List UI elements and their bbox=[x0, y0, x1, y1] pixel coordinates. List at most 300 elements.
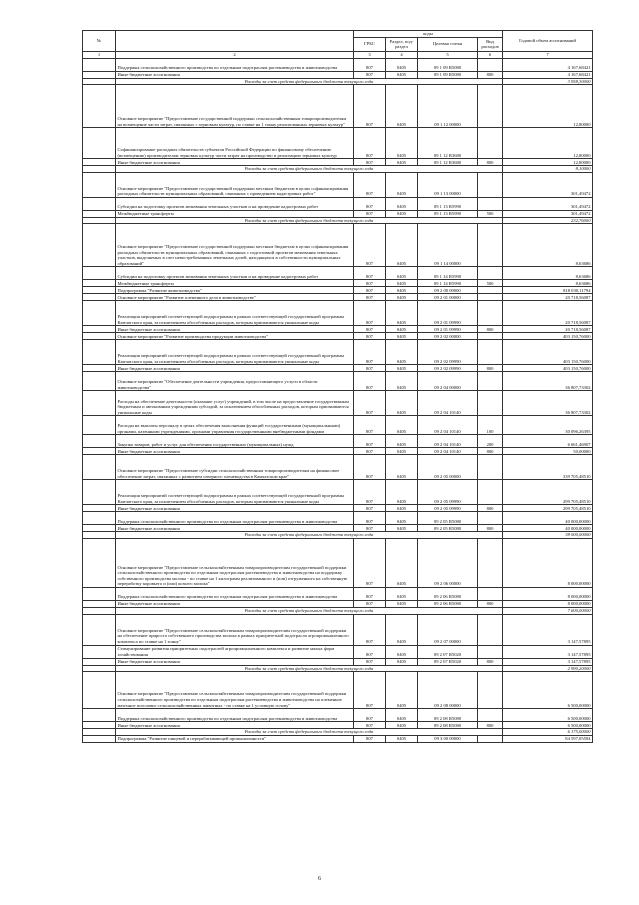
row-grbs: 807 bbox=[354, 267, 386, 280]
row-grbs: 807 bbox=[354, 294, 386, 301]
row-vid: 800 bbox=[478, 448, 503, 455]
row-name: Подпрограмма "Развитие пищевой и перерабатывающей промышленности" bbox=[116, 735, 354, 742]
row-name: Основное мероприятие "Развитие племенного дела в животноводстве" bbox=[116, 294, 354, 301]
table-row bbox=[83, 512, 593, 525]
row-name: Иные бюджетные ассигнования bbox=[116, 722, 354, 729]
row-num bbox=[83, 287, 116, 294]
row-name: Иные бюджетные ассигнования bbox=[116, 525, 354, 532]
row-num bbox=[83, 210, 116, 217]
row-vid bbox=[478, 391, 503, 416]
budget-table bbox=[82, 30, 593, 743]
row-num bbox=[83, 672, 116, 709]
row-amount: 40 000,00000 bbox=[503, 512, 593, 525]
row-num bbox=[83, 78, 116, 85]
row-amount: 36 807,73302 bbox=[503, 391, 593, 416]
row-vid bbox=[478, 735, 503, 742]
table-row bbox=[83, 326, 593, 333]
row-num bbox=[83, 172, 116, 197]
row-num bbox=[83, 614, 116, 645]
row-razdel: 0405 bbox=[386, 448, 418, 455]
row-target: 09 2 04 10140 bbox=[418, 448, 478, 455]
row-amount: 8,63686 bbox=[503, 267, 593, 280]
budget-table-sheet bbox=[82, 30, 592, 743]
row-target: 09 2 07 R5020 bbox=[418, 658, 478, 665]
row-grbs: 807 bbox=[354, 172, 386, 197]
row-amount: 30 096,26395 bbox=[503, 416, 593, 435]
row-vid bbox=[478, 58, 503, 71]
row-vid bbox=[478, 172, 503, 197]
row-num bbox=[83, 455, 116, 480]
row-target: 09 2 04 10140 bbox=[418, 416, 478, 435]
row-razdel: 0405 bbox=[386, 287, 418, 294]
funds-label: Расходы за счет средств федерального бюджета текущего года bbox=[116, 665, 503, 672]
table-row bbox=[83, 525, 593, 532]
row-amount: 84 597,05584 bbox=[503, 735, 593, 742]
row-vid bbox=[478, 455, 503, 480]
row-num bbox=[83, 645, 116, 658]
row-razdel: 0405 bbox=[386, 85, 418, 128]
header-number: 5 bbox=[418, 51, 478, 58]
row-target: 09 2 06 R5080 bbox=[418, 587, 478, 600]
row-razdel: 0405 bbox=[386, 416, 418, 435]
row-amount: 6 500,00000 bbox=[503, 672, 593, 709]
table-row bbox=[83, 672, 593, 709]
funds-amount: 38 000,00000 bbox=[503, 532, 593, 539]
row-name: Расходы на обеспечение деятельности (оказание услуг) учреждений, в том числе на предоставление государственным бюджетным и автономным учреждениям субсидий, за исключением обособленных расходов, которым присваиваются уникальные коды bbox=[116, 391, 354, 416]
row-grbs: 807 bbox=[354, 722, 386, 729]
table-row bbox=[83, 365, 593, 372]
row-grbs: 807 bbox=[354, 658, 386, 665]
row-grbs: 807 bbox=[354, 391, 386, 416]
funds-row bbox=[83, 729, 593, 736]
header-number: 1 bbox=[83, 51, 116, 58]
row-vid bbox=[478, 672, 503, 709]
row-num bbox=[83, 658, 116, 665]
header-amount: Годовой объем ассигнований bbox=[503, 31, 593, 52]
row-vid: 800 bbox=[478, 71, 503, 78]
funds-amount: 8,10000 bbox=[503, 166, 593, 173]
row-amount: 8 000,00000 bbox=[503, 538, 593, 587]
row-num bbox=[83, 197, 116, 210]
row-vid bbox=[478, 128, 503, 159]
row-num bbox=[83, 333, 116, 340]
row-num bbox=[83, 71, 116, 78]
row-vid bbox=[478, 587, 503, 600]
row-name: Иные бюджетные ассигнования bbox=[116, 326, 354, 333]
table-row bbox=[83, 267, 593, 280]
row-razdel: 0405 bbox=[386, 280, 418, 287]
row-grbs: 807 bbox=[354, 159, 386, 166]
row-amount: 818 030,11794 bbox=[503, 287, 593, 294]
table-row bbox=[83, 480, 593, 505]
row-razdel: 0405 bbox=[386, 58, 418, 71]
row-amount: 40 000,00000 bbox=[503, 525, 593, 532]
row-grbs: 807 bbox=[354, 326, 386, 333]
row-grbs: 807 bbox=[354, 512, 386, 525]
page-number: 6 bbox=[318, 876, 321, 882]
row-razdel: 0405 bbox=[386, 512, 418, 525]
row-vid: 800 bbox=[478, 365, 503, 372]
row-vid bbox=[478, 480, 503, 505]
header-name bbox=[116, 31, 354, 52]
row-grbs: 807 bbox=[354, 735, 386, 742]
table-row bbox=[83, 538, 593, 587]
row-razdel: 0405 bbox=[386, 435, 418, 448]
row-num bbox=[83, 665, 116, 672]
row-name: Софинансирование расходных обязательств субъектов Российской Федерации по финансовому обеспечению (возмещению) производителям зерновых культур части затрат на производство и реализацию зерновых культур bbox=[116, 128, 354, 159]
row-num bbox=[83, 512, 116, 525]
row-razdel: 0405 bbox=[386, 71, 418, 78]
table-row bbox=[83, 722, 593, 729]
row-name: Подпрограмма "Развитие животноводства" bbox=[116, 287, 354, 294]
row-grbs: 807 bbox=[354, 372, 386, 391]
row-name: Основное мероприятие "Предоставление сельскохозяйственным товаропроизводителям государственной поддержки на обеспечение прироста собственного производства молока в рамках приоритетной подотрасли агропромышленного комплекса по ставке на 1 тонну" bbox=[116, 614, 354, 645]
row-target: 09 3 00 00000 bbox=[418, 735, 478, 742]
row-vid: 500 bbox=[478, 210, 503, 217]
table-row bbox=[83, 645, 593, 658]
table-row bbox=[83, 172, 593, 197]
funds-row bbox=[83, 665, 593, 672]
row-vid: 500 bbox=[478, 280, 503, 287]
table-row bbox=[83, 709, 593, 722]
table-row bbox=[83, 301, 593, 326]
row-target: 09 1 13 R5990 bbox=[418, 197, 478, 210]
header-number-row bbox=[83, 51, 593, 58]
row-amount: 8,63686 bbox=[503, 224, 593, 267]
row-amount: 3 147,57895 bbox=[503, 645, 593, 658]
row-vid bbox=[478, 340, 503, 365]
table-row bbox=[83, 71, 593, 78]
table-row bbox=[83, 280, 593, 287]
row-num bbox=[83, 372, 116, 391]
row-vid bbox=[478, 301, 503, 326]
row-target: 09 2 06 00000 bbox=[418, 538, 478, 587]
row-grbs: 807 bbox=[354, 505, 386, 512]
row-razdel: 0405 bbox=[386, 326, 418, 333]
header-target: Целевая статья bbox=[418, 37, 478, 51]
row-amount: 12,80000 bbox=[503, 128, 593, 159]
row-num bbox=[83, 166, 116, 173]
row-amount: 299 705,48510 bbox=[503, 480, 593, 505]
row-amount: 301,49472 bbox=[503, 197, 593, 210]
row-name: Поддержка сельскохозяйственного производства по отдельным подотраслям растениеводства и животноводства bbox=[116, 709, 354, 722]
table-row bbox=[83, 333, 593, 340]
row-target: 09 2 07 00000 bbox=[418, 614, 478, 645]
row-amount: 4 167,68421 bbox=[503, 58, 593, 71]
row-target: 09 1 14 00000 bbox=[418, 224, 478, 267]
row-grbs: 807 bbox=[354, 455, 386, 480]
table-row bbox=[83, 448, 593, 455]
table-row bbox=[83, 600, 593, 607]
header-vid: Вид расходов bbox=[478, 37, 503, 51]
table-row bbox=[83, 372, 593, 391]
funds-label: Расходы за счет средств федерального бюджета текущего года bbox=[116, 532, 503, 539]
header-codes: коды bbox=[354, 31, 503, 38]
header-num: № bbox=[83, 31, 116, 52]
row-grbs: 807 bbox=[354, 645, 386, 658]
row-vid bbox=[478, 614, 503, 645]
row-razdel: 0405 bbox=[386, 301, 418, 326]
row-name: Реализация мероприятий соответствующей подпрограммы в рамках соответствующей государственной программы Камчатского края, за исключением обособленных расходов, которым присваиваются уникальные коды bbox=[116, 480, 354, 505]
row-amount: 12,80000 bbox=[503, 159, 593, 166]
row-razdel: 0405 bbox=[386, 365, 418, 372]
row-vid bbox=[478, 224, 503, 267]
row-grbs: 807 bbox=[354, 71, 386, 78]
row-grbs: 807 bbox=[354, 224, 386, 267]
row-num bbox=[83, 538, 116, 587]
row-num bbox=[83, 587, 116, 600]
row-num bbox=[83, 301, 116, 326]
row-amount: 403 150,76000 bbox=[503, 340, 593, 365]
row-target: 09 1 14 R5990 bbox=[418, 267, 478, 280]
row-amount: 20 718,56087 bbox=[503, 326, 593, 333]
funds-amount: 2 990,20000 bbox=[503, 665, 593, 672]
row-amount: 403 150,76000 bbox=[503, 333, 593, 340]
header-number: 3 bbox=[354, 51, 386, 58]
row-name: Реализация мероприятий соответствующей подпрограммы в рамках соответствующей государственной программы Камчатского края, за исключением обособленных расходов, которым присваиваются уникальные коды bbox=[116, 301, 354, 326]
row-vid: 800 bbox=[478, 159, 503, 166]
row-razdel: 0405 bbox=[386, 455, 418, 480]
row-grbs: 807 bbox=[354, 614, 386, 645]
row-target: 09 2 01 09990 bbox=[418, 301, 478, 326]
row-amount: 403 150,76000 bbox=[503, 365, 593, 372]
row-num bbox=[83, 280, 116, 287]
row-num bbox=[83, 480, 116, 505]
row-target: 09 2 04 10140 bbox=[418, 435, 478, 448]
row-name: Основное мероприятие "Обеспечение деятельности учреждения, предоставляющего услуги в области животноводства" bbox=[116, 372, 354, 391]
row-name: Субсидии на подготовку проектов межевания земельных участков и на проведение кадастровых работ bbox=[116, 197, 354, 210]
row-razdel: 0405 bbox=[386, 709, 418, 722]
table-row bbox=[83, 505, 593, 512]
row-vid: 800 bbox=[478, 722, 503, 729]
row-grbs: 807 bbox=[354, 85, 386, 128]
row-grbs: 807 bbox=[354, 58, 386, 71]
row-name: Закупка товаров, работ и услуг для обеспечения государственных (муниципальных) нужд bbox=[116, 435, 354, 448]
row-vid bbox=[478, 512, 503, 525]
row-grbs: 807 bbox=[354, 197, 386, 210]
row-target: 09 2 02 09990 bbox=[418, 365, 478, 372]
row-name: Стимулирование развития приоритетных подотраслей агропромышленного комплекса и развитие малых форм хозяйствования bbox=[116, 645, 354, 658]
funds-row bbox=[83, 217, 593, 224]
row-vid bbox=[478, 709, 503, 722]
row-vid bbox=[478, 372, 503, 391]
row-num bbox=[83, 224, 116, 267]
row-target: 09 2 06 R5080 bbox=[418, 600, 478, 607]
row-name: Иные бюджетные ассигнования bbox=[116, 505, 354, 512]
row-grbs: 807 bbox=[354, 587, 386, 600]
table-row bbox=[83, 435, 593, 448]
header-grbs: ГРБС bbox=[354, 37, 386, 51]
row-grbs: 807 bbox=[354, 525, 386, 532]
row-amount: 8 000,00000 bbox=[503, 600, 593, 607]
row-razdel: 0405 bbox=[386, 172, 418, 197]
row-amount: 12,80000 bbox=[503, 85, 593, 128]
row-razdel: 0405 bbox=[386, 600, 418, 607]
row-target: 09 2 08 00000 bbox=[418, 672, 478, 709]
row-num bbox=[83, 416, 116, 435]
row-target: 09 2 05 09990 bbox=[418, 505, 478, 512]
row-amount: 339 705,48510 bbox=[503, 455, 593, 480]
row-target: 09 1 14 R5990 bbox=[418, 280, 478, 287]
row-target: 09 2 05 R5080 bbox=[418, 512, 478, 525]
table-row bbox=[83, 658, 593, 665]
row-razdel: 0405 bbox=[386, 722, 418, 729]
row-grbs: 807 bbox=[354, 416, 386, 435]
row-target: 09 2 02 09990 bbox=[418, 340, 478, 365]
row-razdel: 0405 bbox=[386, 658, 418, 665]
row-razdel: 0405 bbox=[386, 645, 418, 658]
row-amount: 3 147,57895 bbox=[503, 658, 593, 665]
row-target: 09 2 07 R5020 bbox=[418, 645, 478, 658]
row-num bbox=[83, 532, 116, 539]
row-target: 09 1 09 R5080 bbox=[418, 71, 478, 78]
row-vid: 800 bbox=[478, 525, 503, 532]
row-vid: 200 bbox=[478, 435, 503, 448]
table-row bbox=[83, 587, 593, 600]
row-target: 09 1 13 00000 bbox=[418, 172, 478, 197]
row-target: 09 2 04 10140 bbox=[418, 391, 478, 416]
row-razdel: 0405 bbox=[386, 340, 418, 365]
header-razdel: Раздел, под-раздел bbox=[386, 37, 418, 51]
row-razdel: 0405 bbox=[386, 128, 418, 159]
row-name: Основное мероприятие "Предоставление государственной поддержки местным бюджетам в целях софинансирования расходных обязательств муниципальных образований, связанных с проведением кадастровых работ" bbox=[116, 172, 354, 197]
row-vid bbox=[478, 267, 503, 280]
row-amount: 8,63686 bbox=[503, 280, 593, 287]
row-name: Межбюджетные трансферты bbox=[116, 210, 354, 217]
row-razdel: 0405 bbox=[386, 735, 418, 742]
row-grbs: 807 bbox=[354, 333, 386, 340]
row-razdel: 0405 bbox=[386, 391, 418, 416]
row-razdel: 0405 bbox=[386, 505, 418, 512]
row-target: 09 1 09 R5080 bbox=[418, 58, 478, 71]
row-num bbox=[83, 326, 116, 333]
row-razdel: 0405 bbox=[386, 480, 418, 505]
row-razdel: 0405 bbox=[386, 525, 418, 532]
row-amount: 20 718,56087 bbox=[503, 294, 593, 301]
table-row bbox=[83, 58, 593, 71]
table-row bbox=[83, 159, 593, 166]
row-name: Основное мероприятие "Предоставление сельскохозяйственным товаропроизводителям государственной поддержки сельскохозяйственного производства по отдельным подотраслям растениеводства и животноводства на поддержку собственного производства молока - по ставке на 1 килограмм реализованного и (или) отгруженного на собственную переработку коровьего и (или) козьего молока" bbox=[116, 538, 354, 587]
row-grbs: 807 bbox=[354, 435, 386, 448]
row-razdel: 0405 bbox=[386, 372, 418, 391]
funds-row bbox=[83, 607, 593, 614]
row-vid bbox=[478, 85, 503, 128]
funds-amount: 232,76000 bbox=[503, 217, 593, 224]
row-name: Иные бюджетные ассигнования bbox=[116, 71, 354, 78]
funds-label: Расходы за счет средств федерального бюджета текущего года bbox=[116, 729, 503, 736]
funds-label: Расходы за счет средств федерального бюджета текущего года bbox=[116, 217, 503, 224]
row-vid: 800 bbox=[478, 600, 503, 607]
row-target: 09 1 12 00000 bbox=[418, 85, 478, 128]
row-num bbox=[83, 391, 116, 416]
header-number: 6 bbox=[478, 51, 503, 58]
table-row bbox=[83, 224, 593, 267]
row-num bbox=[83, 435, 116, 448]
row-num bbox=[83, 294, 116, 301]
row-name: Основное мероприятие "Предоставление государственной поддержки сельскохозяйственным товаропроизводителям на возмещение части затрат, связанных с зерновым культур, по ставке на 1 тонну реализованных зерновых культур" bbox=[116, 85, 354, 128]
row-name: Основное мероприятие "Предоставление субсидии сельскохозяйственным товаропроизводителям на финансовое обеспечение затрат, связанных с развитием северного оленеводства в Камчатском крае" bbox=[116, 455, 354, 480]
row-num bbox=[83, 709, 116, 722]
header-number: 7 bbox=[503, 51, 593, 58]
row-amount: 36 807,73302 bbox=[503, 372, 593, 391]
row-grbs: 807 bbox=[354, 280, 386, 287]
row-vid: 800 bbox=[478, 326, 503, 333]
funds-row bbox=[83, 78, 593, 85]
row-vid bbox=[478, 287, 503, 294]
row-name: Иные бюджетные ассигнования bbox=[116, 600, 354, 607]
row-num bbox=[83, 159, 116, 166]
row-amount: 6 661,46907 bbox=[503, 435, 593, 448]
row-razdel: 0405 bbox=[386, 294, 418, 301]
funds-amount: 6 175,00000 bbox=[503, 729, 593, 736]
row-vid bbox=[478, 197, 503, 210]
table-row bbox=[83, 197, 593, 210]
row-target: 09 2 08 R5080 bbox=[418, 709, 478, 722]
row-target: 09 2 01 09990 bbox=[418, 326, 478, 333]
table-row bbox=[83, 391, 593, 416]
row-name: Основное мероприятие "Предоставление сельскохозяйственным товаропроизводителям государственной поддержки сельскохозяйственного производства по отдельным подотраслям растениеводства и животноводства на племенное маточное поголовье сельскохозяйственных животных - по ставке на 1 условную голову" bbox=[116, 672, 354, 709]
row-num bbox=[83, 525, 116, 532]
row-grbs: 807 bbox=[354, 538, 386, 587]
row-grbs: 807 bbox=[354, 480, 386, 505]
row-amount: 299 705,48510 bbox=[503, 505, 593, 512]
row-name: Поддержка сельскохозяйственного производства по отдельным подотраслям растениеводства и животноводства bbox=[116, 512, 354, 525]
row-target: 09 2 04 00000 bbox=[418, 372, 478, 391]
row-vid bbox=[478, 645, 503, 658]
row-target: 09 1 13 R5990 bbox=[418, 210, 478, 217]
table-row bbox=[83, 735, 593, 742]
row-num bbox=[83, 505, 116, 512]
row-grbs: 807 bbox=[354, 210, 386, 217]
header-number: 4 bbox=[386, 51, 418, 58]
row-vid: 800 bbox=[478, 505, 503, 512]
row-grbs: 807 bbox=[354, 287, 386, 294]
row-vid: 100 bbox=[478, 416, 503, 435]
row-num bbox=[83, 365, 116, 372]
row-amount: 8 000,00000 bbox=[503, 587, 593, 600]
row-name: Иные бюджетные ассигнования bbox=[116, 365, 354, 372]
row-name: Основное мероприятие "Развитие производства продукции животноводства" bbox=[116, 333, 354, 340]
row-razdel: 0405 bbox=[386, 614, 418, 645]
table-row bbox=[83, 416, 593, 435]
row-amount: 6 500,00000 bbox=[503, 709, 593, 722]
row-name: Поддержка сельскохозяйственного производства по отдельным подотраслям растениеводства и животноводства bbox=[116, 58, 354, 71]
row-amount: 4 167,68421 bbox=[503, 71, 593, 78]
row-grbs: 807 bbox=[354, 709, 386, 722]
funds-row bbox=[83, 532, 593, 539]
row-razdel: 0405 bbox=[386, 587, 418, 600]
row-razdel: 0405 bbox=[386, 672, 418, 709]
row-num bbox=[83, 128, 116, 159]
row-num bbox=[83, 722, 116, 729]
row-num bbox=[83, 600, 116, 607]
row-amount: 6 500,00000 bbox=[503, 722, 593, 729]
table-row bbox=[83, 85, 593, 128]
row-amount: 3 147,57895 bbox=[503, 614, 593, 645]
funds-amount: 3 958,30000 bbox=[503, 78, 593, 85]
row-num bbox=[83, 217, 116, 224]
row-name: Иные бюджетные ассигнования bbox=[116, 448, 354, 455]
row-razdel: 0405 bbox=[386, 267, 418, 280]
row-name: Расходы на выплаты персоналу в целях обеспечения выполнения функций государственными (муниципальными) органами, казенными учреждениями, органами управления государственными внебюджетными фондами bbox=[116, 416, 354, 435]
row-razdel: 0405 bbox=[386, 197, 418, 210]
row-target: 09 2 02 00000 bbox=[418, 333, 478, 340]
row-num bbox=[83, 729, 116, 736]
funds-row bbox=[83, 166, 593, 173]
funds-label: Расходы за счет средств федерального бюджета текущего года bbox=[116, 166, 503, 173]
row-grbs: 807 bbox=[354, 128, 386, 159]
row-grbs: 807 bbox=[354, 365, 386, 372]
